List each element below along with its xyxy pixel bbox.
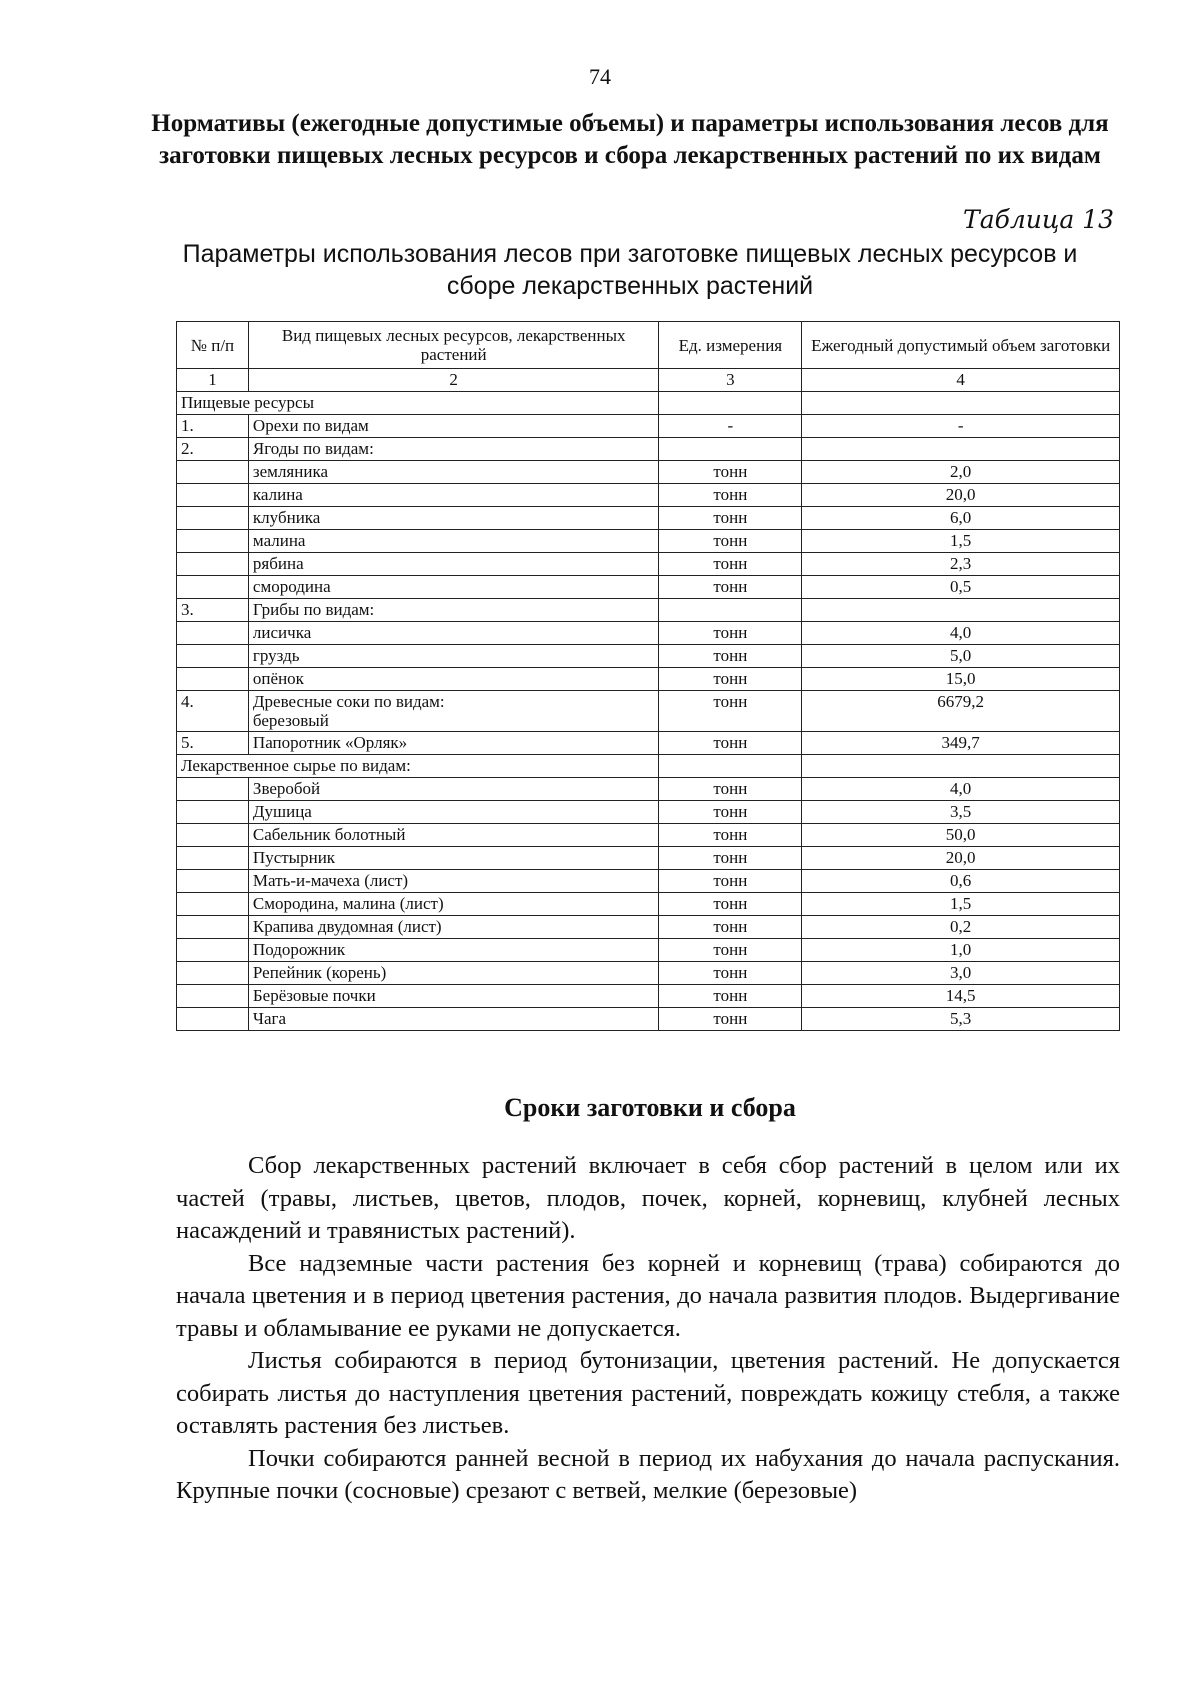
table-row bbox=[177, 691, 1120, 732]
value-cell: 4,0 bbox=[802, 778, 1120, 801]
table-label: Таблица 13 bbox=[963, 205, 1114, 234]
row-number: 3. bbox=[177, 599, 249, 622]
row-number bbox=[177, 847, 249, 870]
resource-name bbox=[248, 893, 659, 916]
resource-name bbox=[248, 985, 659, 1008]
unit-cell: тонн bbox=[659, 622, 802, 645]
resource-name-text: Грибы по видам: bbox=[252, 600, 375, 619]
table-header-row bbox=[177, 322, 1120, 369]
row-number bbox=[177, 893, 249, 916]
row-number bbox=[177, 484, 249, 507]
resource-name-text: клубника bbox=[252, 508, 321, 527]
table-row bbox=[177, 599, 1120, 622]
value-cell: 1,5 bbox=[802, 530, 1120, 553]
parameters-table bbox=[176, 321, 1120, 1031]
table-row bbox=[177, 553, 1120, 576]
paragraph: Сбор лекарственных растений включает в себя сбор растений в целом или их частей (травы, листьев, цветов, плодов, почек, корней, корневищ, клубней лесных насаждений и травянистых растений). bbox=[176, 1152, 1120, 1244]
unit-cell: тонн bbox=[659, 507, 802, 530]
value-cell: 349,7 bbox=[802, 732, 1120, 755]
section-title: Сроки заготовки и сбора bbox=[504, 1093, 796, 1122]
table-row bbox=[177, 985, 1120, 1008]
unit-cell: тонн bbox=[659, 691, 802, 732]
row-number bbox=[177, 916, 249, 939]
row-number bbox=[177, 939, 249, 962]
section-label: Пищевые ресурсы bbox=[177, 392, 659, 415]
unit-cell: тонн bbox=[659, 1008, 802, 1031]
table-row bbox=[177, 576, 1120, 599]
value-cell: 50,0 bbox=[802, 824, 1120, 847]
table-row bbox=[177, 778, 1120, 801]
resource-name-text: Зверобой bbox=[252, 779, 321, 798]
value-cell bbox=[802, 392, 1120, 415]
resource-name-text: Крапива двудомная (лист) bbox=[252, 917, 442, 936]
row-number bbox=[177, 507, 249, 530]
value-cell: 15,0 bbox=[802, 668, 1120, 691]
resource-name bbox=[248, 461, 659, 484]
resource-name bbox=[248, 668, 659, 691]
value-cell: 6,0 bbox=[802, 507, 1120, 530]
table-row bbox=[177, 415, 1120, 438]
header-cell-volume: Ежегодный допустимый объем заготовки bbox=[802, 322, 1120, 369]
value-cell: 1,5 bbox=[802, 893, 1120, 916]
row-number bbox=[177, 1008, 249, 1031]
column-number: 2 bbox=[248, 369, 659, 392]
unit-cell: тонн bbox=[659, 824, 802, 847]
table-row bbox=[177, 824, 1120, 847]
table-row bbox=[177, 530, 1120, 553]
table-row bbox=[177, 461, 1120, 484]
unit-cell: тонн bbox=[659, 916, 802, 939]
resource-name bbox=[248, 847, 659, 870]
resource-name-text: Древесные соки по видам: bbox=[252, 692, 445, 711]
unit-cell: тонн bbox=[659, 484, 802, 507]
unit-cell bbox=[659, 755, 802, 778]
table-row bbox=[177, 668, 1120, 691]
row-number bbox=[177, 778, 249, 801]
resource-name-text: Подорожник bbox=[252, 940, 346, 959]
row-number bbox=[177, 870, 249, 893]
resource-name-text: Репейник (корень) bbox=[252, 963, 387, 982]
row-number bbox=[177, 801, 249, 824]
unit-cell: тонн bbox=[659, 985, 802, 1008]
resource-name bbox=[248, 484, 659, 507]
resource-name-text: малина bbox=[252, 531, 306, 550]
resource-name bbox=[248, 415, 659, 438]
table-subtitle: Параметры использования лесов при заготовке пищевых лесных ресурсов и сборе лекарственных растений bbox=[182, 240, 1078, 300]
value-cell: 20,0 bbox=[802, 847, 1120, 870]
resource-name bbox=[248, 962, 659, 985]
resource-name bbox=[248, 691, 659, 732]
value-cell: 0,6 bbox=[802, 870, 1120, 893]
unit-cell: тонн bbox=[659, 847, 802, 870]
resource-name-text: Орехи по видам bbox=[252, 416, 369, 435]
resource-name-text: лисичка bbox=[252, 623, 312, 642]
table-row bbox=[177, 732, 1120, 755]
value-cell bbox=[802, 599, 1120, 622]
header-cell-resource: Вид пищевых лесных ресурсов, лекарственных растений bbox=[248, 322, 659, 369]
unit-cell: тонн bbox=[659, 778, 802, 801]
column-number: 3 bbox=[659, 369, 802, 392]
value-cell: 2,0 bbox=[802, 461, 1120, 484]
column-number: 4 bbox=[802, 369, 1120, 392]
table-row bbox=[177, 1008, 1120, 1031]
value-cell: 2,3 bbox=[802, 553, 1120, 576]
resource-name bbox=[248, 1008, 659, 1031]
row-number bbox=[177, 576, 249, 599]
column-number-row bbox=[177, 369, 1120, 392]
section-label: Лекарственное сырье по видам: bbox=[177, 755, 659, 778]
resource-name bbox=[248, 870, 659, 893]
unit-cell: тонн bbox=[659, 668, 802, 691]
resource-name-text: земляника bbox=[252, 462, 328, 481]
table-row bbox=[177, 438, 1120, 461]
table-row bbox=[177, 801, 1120, 824]
table-section-row bbox=[177, 392, 1120, 415]
row-number: 5. bbox=[177, 732, 249, 755]
column-number: 1 bbox=[177, 369, 249, 392]
resource-name-text: Папоротник «Орляк» bbox=[252, 733, 408, 752]
document-heading: Нормативы (ежегодные допустимые объемы) и параметры использования лесов для заготовки пищевых лесных ресурсов и сбора лекарственных растений по их видам bbox=[151, 110, 1109, 169]
paragraph: Листья собираются в период бутонизации, цветения растений. Не допускается собирать листья до наступления цветения растений, повреждать кожицу стебля, а также оставлять растения без листьев. bbox=[176, 1347, 1120, 1439]
resource-name bbox=[248, 507, 659, 530]
row-number bbox=[177, 985, 249, 1008]
value-cell: 14,5 bbox=[802, 985, 1120, 1008]
page-number: 74 bbox=[589, 64, 611, 89]
row-number bbox=[177, 553, 249, 576]
unit-cell: тонн bbox=[659, 801, 802, 824]
resource-name bbox=[248, 530, 659, 553]
resource-name bbox=[248, 778, 659, 801]
resource-name bbox=[248, 732, 659, 755]
resource-name-text: Ягоды по видам: bbox=[252, 439, 374, 458]
resource-name-text: груздь bbox=[252, 646, 300, 665]
table-row bbox=[177, 484, 1120, 507]
unit-cell: тонн bbox=[659, 939, 802, 962]
value-cell bbox=[802, 755, 1120, 778]
resource-name-text: калина bbox=[252, 485, 303, 504]
unit-cell bbox=[659, 599, 802, 622]
table-row bbox=[177, 622, 1120, 645]
row-number: 4. bbox=[177, 691, 249, 732]
resource-name bbox=[248, 916, 659, 939]
unit-cell: тонн bbox=[659, 576, 802, 599]
value-cell: 20,0 bbox=[802, 484, 1120, 507]
value-cell: 5,3 bbox=[802, 1008, 1120, 1031]
unit-cell: тонн bbox=[659, 962, 802, 985]
resource-name-text: рябина bbox=[252, 554, 304, 573]
table-row bbox=[177, 962, 1120, 985]
unit-cell: - bbox=[659, 415, 802, 438]
resource-name-subtext: березовый bbox=[252, 711, 329, 730]
resource-name-text: Сабельник болотный bbox=[252, 825, 406, 844]
row-number bbox=[177, 962, 249, 985]
resource-name bbox=[248, 801, 659, 824]
resource-name-text: Пустырник bbox=[252, 848, 336, 867]
row-number: 1. bbox=[177, 415, 249, 438]
value-cell: 6679,2 bbox=[802, 691, 1120, 732]
table-row bbox=[177, 507, 1120, 530]
row-number bbox=[177, 530, 249, 553]
resource-name bbox=[248, 939, 659, 962]
resource-name bbox=[248, 576, 659, 599]
resource-name bbox=[248, 599, 659, 622]
unit-cell: тонн bbox=[659, 732, 802, 755]
resource-name bbox=[248, 553, 659, 576]
resource-name bbox=[248, 622, 659, 645]
unit-cell: тонн bbox=[659, 530, 802, 553]
resource-name-text: Мать-и-мачеха (лист) bbox=[252, 871, 409, 890]
table-row bbox=[177, 916, 1120, 939]
unit-cell bbox=[659, 438, 802, 461]
resource-name-text: смородина bbox=[252, 577, 331, 596]
table-row bbox=[177, 893, 1120, 916]
row-number bbox=[177, 645, 249, 668]
value-cell: 5,0 bbox=[802, 645, 1120, 668]
resource-name-text: Смородина, малина (лист) bbox=[252, 894, 444, 913]
resource-name-text: Чага bbox=[252, 1009, 287, 1028]
paragraph: Почки собираются ранней весной в период их набухания до начала распускания. Крупные почки (сосновые) срезают с ветвей, мелкие (березовые) bbox=[176, 1444, 1120, 1504]
row-number bbox=[177, 824, 249, 847]
resource-name-text: Душица bbox=[252, 802, 312, 821]
resource-name bbox=[248, 645, 659, 668]
row-number: 2. bbox=[177, 438, 249, 461]
unit-cell: тонн bbox=[659, 553, 802, 576]
header-cell-number: № п/п bbox=[177, 322, 249, 369]
resource-name bbox=[248, 824, 659, 847]
table-row bbox=[177, 847, 1120, 870]
row-number bbox=[177, 461, 249, 484]
table-row bbox=[177, 645, 1120, 668]
body-text bbox=[176, 1150, 1120, 1508]
value-cell: 3,0 bbox=[802, 962, 1120, 985]
value-cell: 1,0 bbox=[802, 939, 1120, 962]
unit-cell: тонн bbox=[659, 870, 802, 893]
value-cell: - bbox=[802, 415, 1120, 438]
value-cell: 3,5 bbox=[802, 801, 1120, 824]
value-cell: 0,2 bbox=[802, 916, 1120, 939]
unit-cell bbox=[659, 392, 802, 415]
table-row bbox=[177, 939, 1120, 962]
row-number bbox=[177, 668, 249, 691]
resource-name bbox=[248, 438, 659, 461]
unit-cell: тонн bbox=[659, 893, 802, 916]
resource-name-text: Берёзовые почки bbox=[252, 986, 376, 1005]
unit-cell: тонн bbox=[659, 461, 802, 484]
resource-name-text: опёнок bbox=[252, 669, 304, 688]
value-cell bbox=[802, 438, 1120, 461]
row-number bbox=[177, 622, 249, 645]
paragraph: Все надземные части растения без корней и корневищ (трава) собираются до начала цветения и в период цветения растения, до начала развития плодов. Выдергивание травы и обламывание ее руками не допускается. bbox=[176, 1249, 1120, 1342]
value-cell: 4,0 bbox=[802, 622, 1120, 645]
value-cell: 0,5 bbox=[802, 576, 1120, 599]
table-section-row bbox=[177, 755, 1120, 778]
header-cell-unit: Ед. измерения bbox=[659, 322, 802, 369]
unit-cell: тонн bbox=[659, 645, 802, 668]
table-row bbox=[177, 870, 1120, 893]
